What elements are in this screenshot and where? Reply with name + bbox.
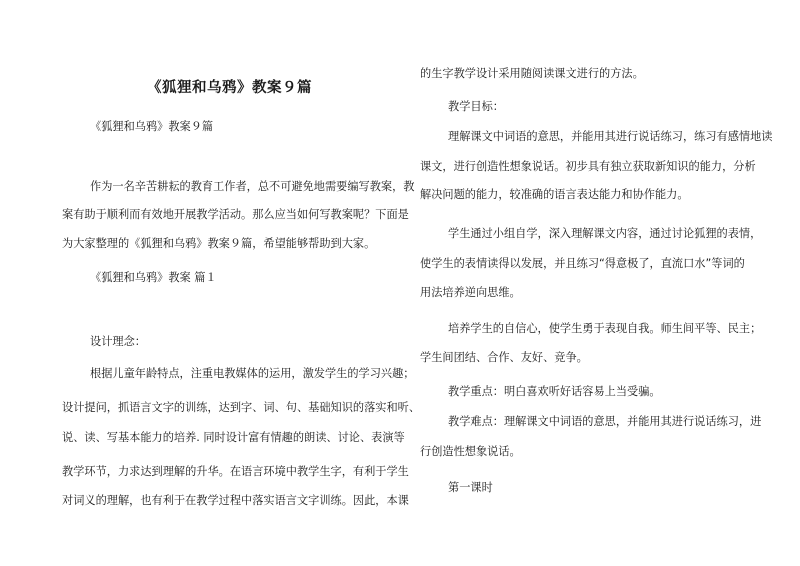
document-subtitle: 《狐狸和乌鸦》教案９篇	[90, 120, 214, 133]
continuation-line: 的生字教学设计采用随阅读课文进行的方法。	[420, 67, 644, 80]
goal3-line-1: 培养学生的自信心，使学生勇于表现自我。师生间平等、民主；	[448, 322, 762, 335]
goal2-line-2: 使学生的表情读得以发展，并且练习“得意极了，直流口水”等词的	[420, 257, 745, 270]
lesson-heading: 第一课时	[448, 481, 493, 494]
goal2-line-3: 用法培养逆向思维。	[420, 286, 521, 299]
design-line-3: 说、读、写基本能力的培养. 同时设计富有情趣的朗读、讨论、表演等	[62, 431, 405, 444]
difficulty-line-1: 教学难点：理解课文中词语的意思，并能用其进行说话练习，进	[448, 415, 762, 428]
goals-heading: 教学目标：	[448, 100, 504, 113]
goal1-line-2: 课文，进行创造性想象说话。初步具有独立获取新知识的能力，分析	[420, 160, 756, 173]
intro-line-1: 作为一名辛苦耕耘的教育工作者，总不可避免地需要编写教案，教	[90, 180, 415, 193]
intro-line-3: 为大家整理的《狐狸和乌鸦》教案９篇，希望能够帮助到大家。	[62, 237, 376, 250]
goal3-line-2: 学生间团结、合作、友好、竞争。	[420, 351, 588, 364]
design-line-1: 根据儿童年龄特点，注重电教媒体的运用，激发学生的学习兴趣；	[90, 367, 415, 380]
difficulty-line-2: 行创造性想象说话。	[420, 445, 521, 458]
section-heading: 《狐狸和乌鸦》教案 篇１	[90, 271, 217, 284]
goal2-line-1: 学生通过小组自学，深入理解课文内容，通过讨论狐狸的表情，	[448, 227, 762, 240]
document-title: 《狐狸和乌鸦》教案９篇	[147, 79, 312, 96]
goal1-line-1: 理解课文中词语的意思，并能用其进行说话练习，练习有感情地读	[448, 130, 773, 143]
key-point: 教学重点：明白喜欢听好话容易上当受骗。	[448, 385, 661, 398]
intro-line-2: 案有助于顺利而有效地开展教学活动。那么应当如何写教案呢？下面是	[62, 208, 409, 221]
design-line-5: 对词义的理解，也有利于在教学过程中落实语言文字训练。因此，本课	[62, 494, 409, 507]
goal1-line-3: 解决问题的能力，较准确的语言表达能力和协作能力。	[420, 188, 689, 201]
design-line-4: 教学环节，力求达到理解的升华。在语言环境中教学生字，有利于学生	[62, 465, 409, 478]
design-line-2: 设计提问，抓语言文字的训练，达到字、词、句、基础知识的落实和听、	[62, 401, 421, 414]
design-heading: 设计理念：	[90, 335, 146, 348]
